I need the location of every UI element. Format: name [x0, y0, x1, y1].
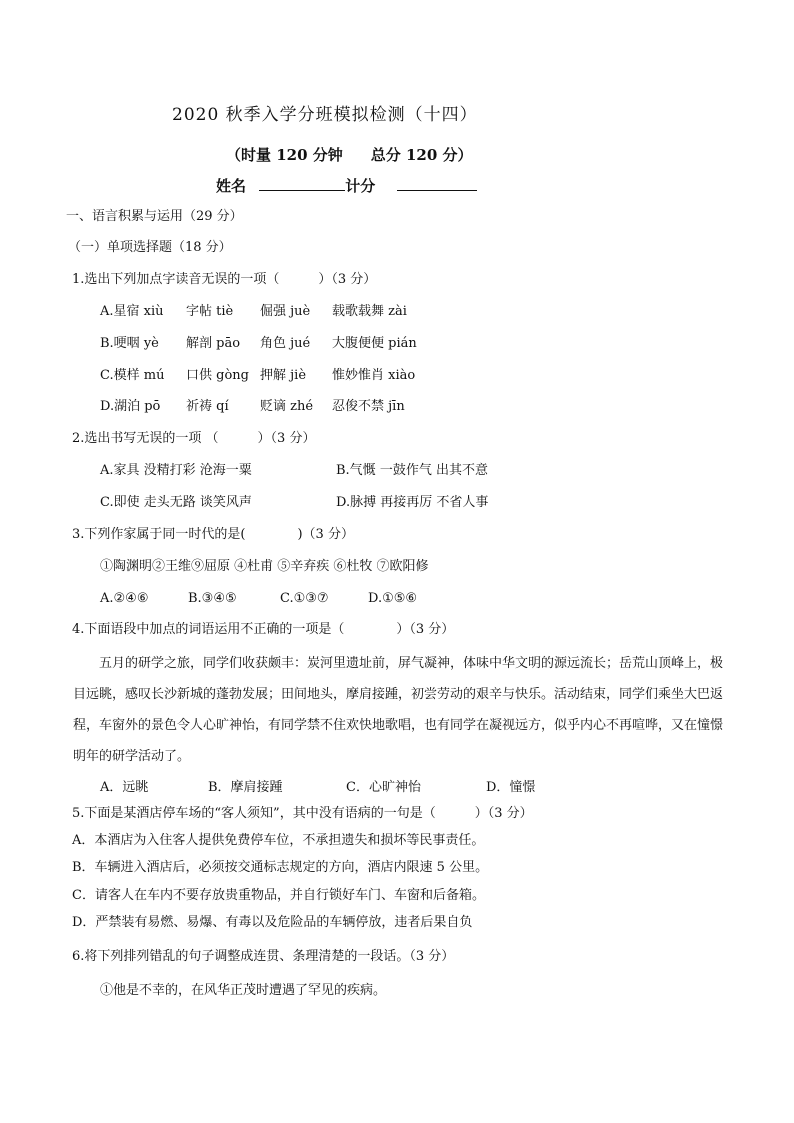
q1-option-b: B.哽咽 yè 解剖 pāo 角色 jué 大腹便便 pián: [100, 336, 417, 351]
q6-sentence-1: ①他是不幸的，在风华正茂时遭遇了罕见的疾病。: [100, 983, 387, 998]
page-title: 2020 秋季入学分班模拟检测（十四）: [172, 105, 478, 125]
name-label: 姓名: [216, 177, 247, 195]
question-2-stem: 2.选出书写无误的一项 （ ）（3 分）: [72, 431, 316, 446]
q1-option-c: C.模样 mú 口供 gòng 押解 jiè 惟妙惟肖 xiào: [100, 368, 416, 383]
q4-options: A．远眺 B．摩肩接踵 C．心旷神怡 D．憧憬: [100, 780, 536, 795]
q1-option-a: A.星宿 xiù 字帖 tiè 倔强 juè 载歌载舞 zài: [100, 304, 407, 319]
question-6-stem: 6.将下列排列错乱的句子调整成连贯、条理清楚的一段话。（3 分）: [72, 949, 455, 964]
q3-options: A.②④⑥ B.③④⑤ C.①③⑦ D.①⑤⑥: [100, 591, 418, 606]
q3-author-list: ①陶渊明②王维⑨屈原 ④杜甫 ⑤辛弃疾 ⑥杜牧 ⑦欧阳修: [100, 559, 429, 574]
part-heading: （一）单项选择题（18 分）: [68, 240, 232, 255]
score-label: 计分: [345, 177, 376, 195]
name-score-row: [216, 175, 477, 196]
question-1-stem: 1.选出下列加点字读音无误的一项（ ）（3 分）: [72, 272, 377, 287]
q5-option-c: C．请客人在车内不要存放贵重物品，并自行锁好车门、车窗和后备箱。: [72, 888, 485, 903]
question-4-stem: 4.下面语段中加点的词语运用不正确的一项是（ ）（3 分）: [72, 622, 455, 637]
q1-option-d: D.湖泊 pō 祈祷 qí 贬谪 zhé 忍俊不禁 jīn: [100, 399, 405, 414]
exam-info: [226, 144, 473, 165]
question-5-stem: 5.下面是某酒店停车场的“客人须知”，其中没有语病的一句是（ ）（3 分）: [72, 806, 533, 821]
score-blank[interactable]: [397, 176, 477, 191]
q5-option-b: B．车辆进入酒店后，必须按交通标志规定的方向，酒店内限速 5 公里。: [72, 860, 489, 875]
question-3-stem: 3.下列作家属于同一时代的是( )（3 分）: [72, 527, 354, 542]
exam-time: （时量 120 分钟: [226, 146, 343, 164]
q5-option-d: D．严禁装有易燃、易爆、有毒以及危险品的车辆停放，违者后果自负: [72, 915, 473, 930]
q2-options-ab: A.家具 没精打彩 沧海一粟 B.气慨 一鼓作气 出其不意: [100, 463, 488, 478]
q2-options-cd: C.即使 走头无路 谈笑风声 D.脉搏 再接再厉 不省人事: [100, 495, 489, 510]
name-blank[interactable]: [259, 176, 345, 191]
q5-option-a: A．本酒店为入住客人提供免费停车位，不承担遗失和损坏等民事责任。: [72, 833, 485, 848]
q4-passage: 五月的研学之旅，同学们收获颇丰：炭河里遗址前，屏气凝神，体味中华文明的源远流长；岳荒山顶峰上，极目远眺，感叹长沙新城的蓬勃发展；田间地头，摩肩接踵，初尝劳动的艰辛与快乐。活动结束，同学们乘坐大巴返程，车窗外的景色令人心旷神怡，有同学禁不住欢快地歌唱，也有同学在凝视远方，似乎内心不再喧哗，又在憧憬明年的研学活动了。: [73, 656, 724, 764]
exam-total: 总分 120 分）: [370, 146, 473, 164]
section-heading: 一、语言积累与运用（29 分）: [66, 209, 243, 224]
